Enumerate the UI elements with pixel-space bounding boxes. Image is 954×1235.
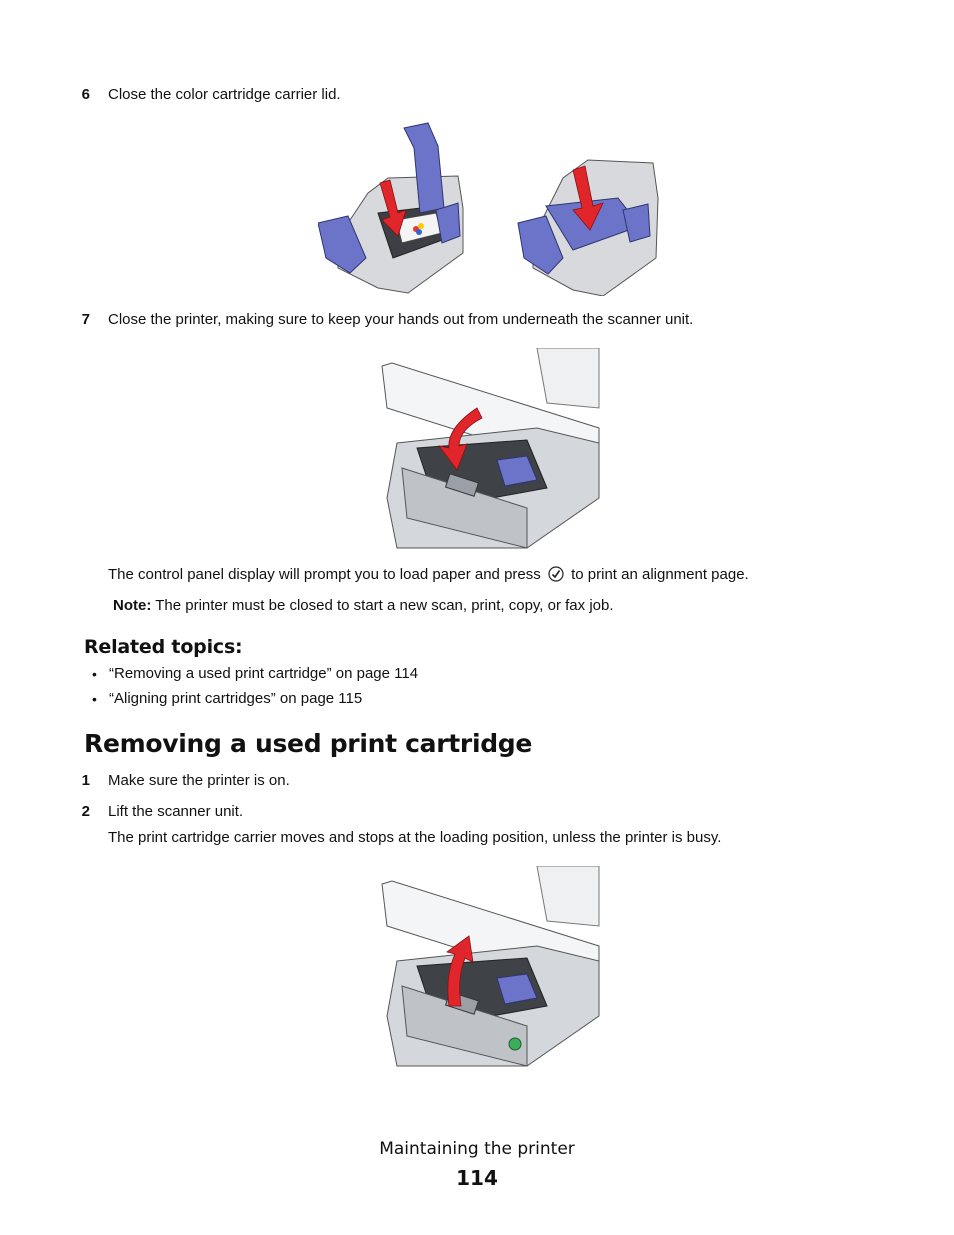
section-title: Removing a used print cartridge <box>84 729 533 758</box>
step-text: Close the printer, making sure to keep your hands out from underneath the scanner unit. <box>108 311 694 328</box>
step-number: 6 <box>81 86 90 103</box>
step-number: 2 <box>81 803 90 820</box>
related-link-aligning[interactable]: “Aligning print cartridges” on page 115 <box>109 690 363 707</box>
step-text: Make sure the printer is on. <box>108 772 290 789</box>
step-number: 7 <box>81 311 90 328</box>
prompt-text-before: The control panel display will prompt you to load paper and press <box>108 566 541 583</box>
bullet-icon: • <box>92 691 97 707</box>
cartridge-lid-illustration <box>318 118 663 296</box>
note-text: The printer must be closed to start a new scan, print, copy, or fax job. <box>155 597 614 614</box>
lifting-scanner-illustration <box>377 866 601 1069</box>
carrier-closed-lid-image <box>518 160 658 296</box>
footer-chapter-title: Maintaining the printer <box>379 1139 575 1159</box>
carrier-open-lid-image <box>318 123 463 293</box>
prompt-paragraph <box>108 565 749 585</box>
step-text: Close the color cartridge carrier lid. <box>108 86 341 103</box>
related-link-removing[interactable]: “Removing a used print cartridge” on page 114 <box>109 665 419 682</box>
step-2-detail: The print cartridge carrier moves and stops at the loading position, unless the printer is busy. <box>108 829 722 846</box>
checkmark-button-icon <box>548 566 564 582</box>
prompt-text-after: to print an alignment page. <box>571 566 749 583</box>
note-label: Note: <box>113 597 152 614</box>
step-text: Lift the scanner unit. <box>108 803 244 820</box>
page-number: 114 <box>456 1166 498 1190</box>
note <box>113 596 614 616</box>
step-number: 1 <box>81 772 90 789</box>
bullet-icon: • <box>92 666 97 682</box>
closing-printer-illustration <box>377 348 601 551</box>
related-topics-heading: Related topics: <box>84 636 243 658</box>
